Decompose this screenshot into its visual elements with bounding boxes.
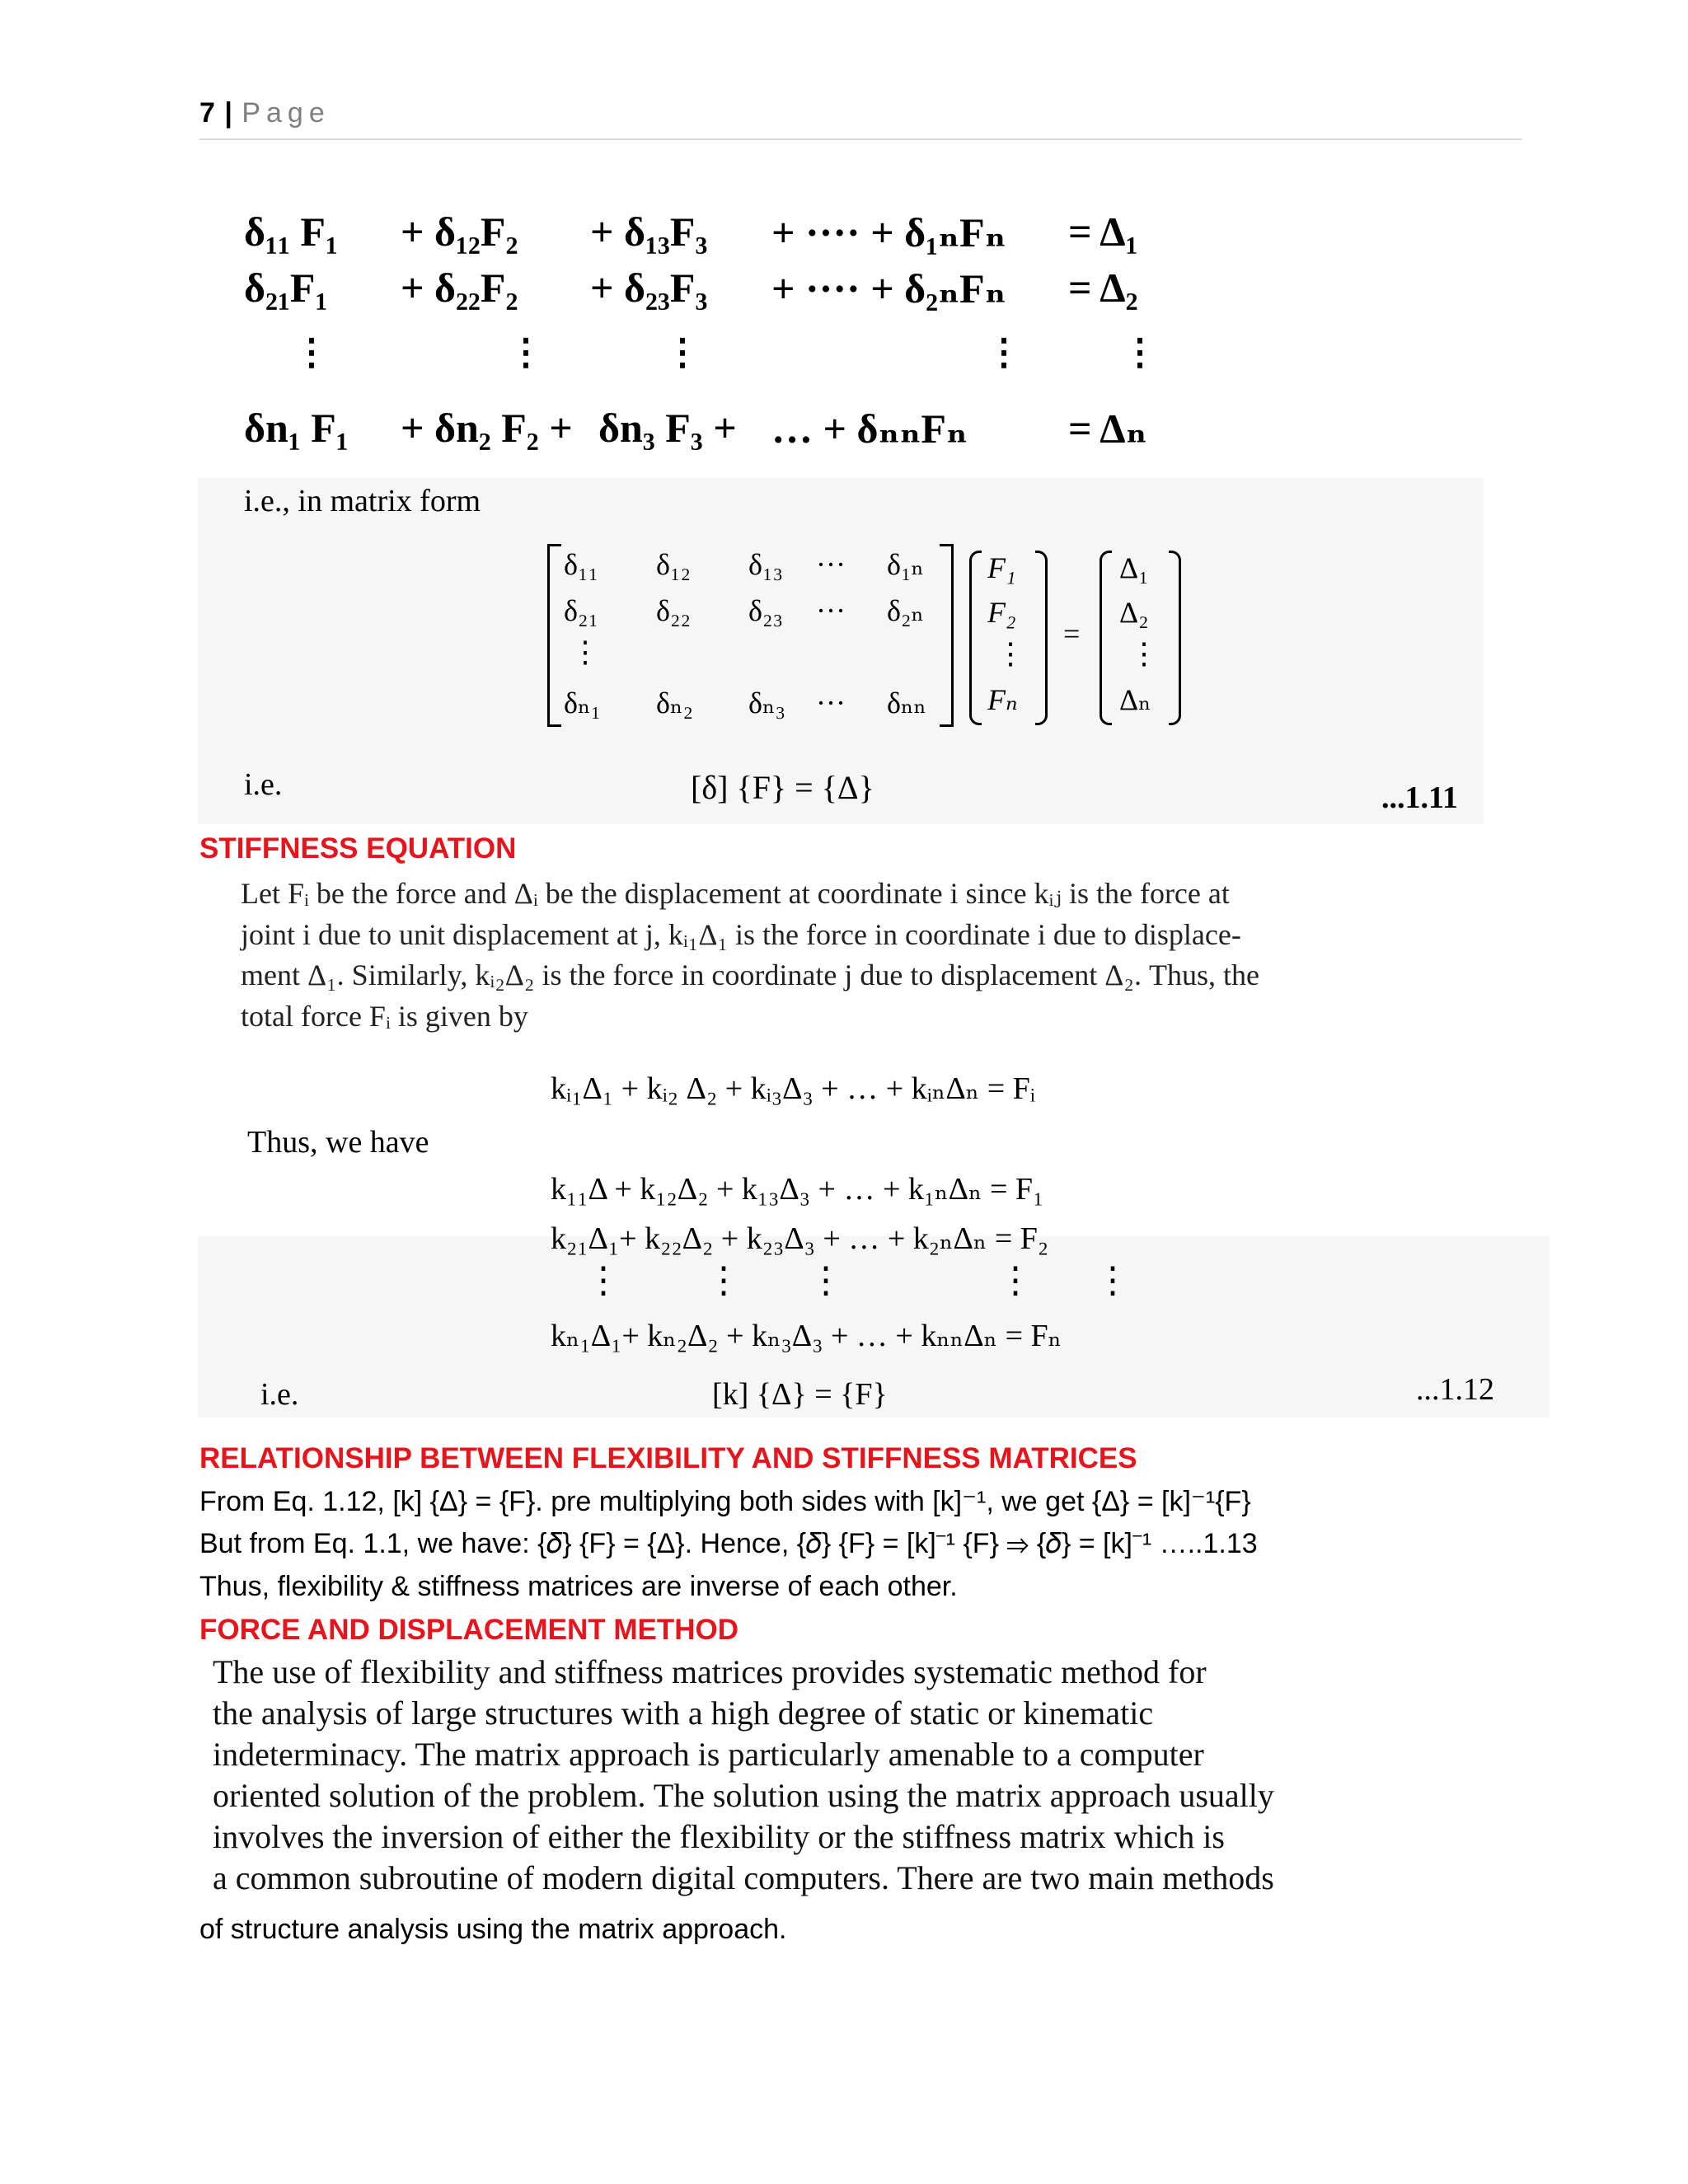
page-header: [199, 97, 331, 129]
eq-term: + δ₂₃F₃: [590, 265, 708, 311]
eq-term: + δn₂ F₂ +: [401, 405, 573, 451]
eq-term: + δ₁₃F₃: [590, 209, 708, 255]
matrix-cell: δ₁₁: [564, 548, 599, 581]
matrix-cell: ···: [816, 687, 846, 719]
vertical-dots: ⋮: [997, 1260, 1034, 1301]
vertical-dots: ⋮: [664, 332, 701, 373]
matrix-cell: ···: [816, 594, 846, 627]
vertical-dots: ⋮: [508, 332, 544, 373]
vector-cell: Δₙ: [1119, 683, 1151, 716]
vector-cell: F₁: [987, 551, 1016, 584]
force-displacement-paragraph: [213, 1652, 1393, 1899]
equation-number: ...1.11: [1381, 780, 1458, 815]
page-number: 7: [199, 97, 216, 129]
stiffness-paragraph: [241, 874, 1526, 1037]
eq-term: + δ₂₂F₂: [401, 265, 518, 311]
left-brace: [1100, 551, 1112, 725]
matrix-cell: δ₁ₙ: [887, 548, 925, 581]
vertical-dots: ⋮: [1122, 332, 1158, 373]
matrix-cell: δ₂₃: [748, 594, 784, 627]
equation-number: ...1.12: [1416, 1372, 1494, 1407]
matrix-form-intro: i.e., in matrix form: [244, 484, 481, 518]
ie-label: i.e.: [260, 1377, 299, 1412]
vector-cell: Fₙ: [987, 683, 1018, 716]
body-line: of structure analysis using the matrix approach.: [199, 1914, 787, 1945]
vertical-dots: ⋮: [1095, 1260, 1131, 1301]
section-heading: RELATIONSHIP BETWEEN FLEXIBILITY AND STIFFNESS MATRICES: [199, 1442, 1137, 1474]
left-brace: [969, 551, 982, 725]
matrix-cell: δₙₙ: [887, 687, 927, 719]
paragraph-line: total force Fᵢ is given by: [241, 999, 528, 1033]
matrix-cell: δₙ₁: [564, 687, 602, 719]
stiffness-compact-equation: [k] {Δ} = {F}: [712, 1377, 888, 1412]
matrix-cell: δ₁₂: [656, 548, 692, 581]
eq-term: δn₁ F₁: [244, 405, 349, 451]
stiffness-row: k₁₁Δ + k₁₂Δ₂ + k₁₃Δ₃ + … + k₁ₙΔₙ = F₁: [551, 1172, 1044, 1207]
section-heading: FORCE AND DISPLACEMENT METHOD: [199, 1614, 738, 1646]
vector-cell: F₂: [987, 596, 1016, 629]
vector-cell: ⋮: [996, 637, 1025, 670]
stiffness-row: k₂₁Δ₁+ k₂₂Δ₂ + k₂₃Δ₃ + … + k₂ₙΔₙ = F₂: [551, 1221, 1049, 1256]
section-heading: STIFFNESS EQUATION: [199, 832, 517, 865]
flexibility-equations: [244, 208, 1184, 471]
vector-cell: ⋮: [1129, 637, 1159, 670]
vertical-dots: ⋮: [585, 1260, 621, 1301]
paragraph-line: joint i due to unit displacement at j, kᵢ₁Δ₁ is the force in coordinate i due to displace-: [241, 917, 1241, 951]
general-stiffness-equation: kᵢ₁Δ₁ + kᵢ₂ Δ₂ + kᵢ₃Δ₃ + … + kᵢₙΔₙ = Fᵢ: [551, 1071, 1035, 1106]
stiffness-row: kₙ₁Δ₁+ kₙ₂Δ₂ + kₙ₃Δ₃ + … + kₙₙΔₙ = Fₙ: [551, 1319, 1062, 1353]
left-bracket: [547, 544, 561, 727]
eq-term: = Δ₂: [1068, 265, 1138, 311]
equals-sign: =: [1063, 617, 1081, 650]
paragraph-line: ment Δ₁. Similarly, kᵢ₂Δ₂ is the force in coordinate j due to displacement Δ₂. Thus, the: [241, 958, 1259, 991]
matrix-cell: ···: [816, 548, 846, 581]
eq-term: δn₃ F₃ +: [598, 405, 737, 451]
paragraph-line: involves the inversion of either the flexibility or the stiffness matrix which is: [213, 1818, 1225, 1855]
vertical-dots: ⋮: [986, 332, 1022, 373]
paragraph-line: oriented solution of the problem. The solution using the matrix approach usually: [213, 1777, 1274, 1814]
ie-label: i.e.: [244, 767, 283, 802]
eq-term: = Δₙ: [1068, 405, 1147, 452]
vector-cell: Δ₂: [1119, 596, 1149, 629]
body-line: From Eq. 1.12, [k] {Δ} = {F}. pre multiplying both sides with [k]⁻¹, we get {Δ} = [k]⁻¹{F}: [199, 1486, 1251, 1517]
page-word: Page: [241, 97, 331, 129]
matrix-cell: δ₂ₙ: [887, 594, 925, 627]
flexibility-compact-equation: [δ] {F} = {Δ}: [691, 769, 874, 806]
eq-term: δ₁₁ F₁: [244, 209, 338, 255]
vector-cell: Δ₁: [1119, 551, 1149, 584]
paragraph-line: the analysis of large structures with a high degree of static or kinematic: [213, 1694, 1154, 1732]
eq-term: … + δₙₙFₙ: [771, 405, 968, 452]
eq-term: + ···· + δ₂ₙFₙ: [771, 265, 1006, 312]
header-rule: [199, 138, 1522, 140]
matrix-cell: δ₁₃: [748, 548, 784, 581]
eq-term: δ₂₁F₁: [244, 265, 328, 311]
matrix-cell: δ₂₁: [564, 594, 599, 627]
matrix-cell: δₙ₃: [748, 687, 786, 719]
paragraph-line: The use of flexibility and stiffness matrices provides systematic method for: [213, 1653, 1207, 1690]
right-brace: [1169, 551, 1181, 725]
eq-term: + ···· + δ₁ₙFₙ: [771, 209, 1006, 255]
right-brace: [1035, 551, 1048, 725]
right-bracket: [940, 544, 954, 727]
vertical-dots: ⋮: [808, 1260, 844, 1301]
vertical-dots: ⋮: [706, 1260, 742, 1301]
eq-term: = Δ₁: [1068, 209, 1138, 255]
body-line: But from Eq. 1.1, we have: {𝛿} {F} = {Δ}. Hence, {𝛿} {F} = [k]⁻¹ {F} ⇒ {𝛿} = [k]⁻¹ …..1.13: [199, 1528, 1258, 1559]
eq-term: + δ₁₂F₂: [401, 209, 518, 255]
body-line: Thus, flexibility & stiffness matrices are inverse of each other.: [199, 1571, 958, 1602]
paragraph-line: indeterminacy. The matrix approach is particularly amenable to a computer: [213, 1736, 1204, 1773]
paragraph-line: a common subroutine of modern digital computers. There are two main methods: [213, 1859, 1274, 1896]
header-separator: |: [224, 97, 233, 129]
matrix-cell: ⋮: [570, 635, 600, 668]
matrix-cell: δₙ₂: [656, 687, 694, 719]
vertical-dots: ⋮: [293, 332, 330, 373]
thus-label: Thus, we have: [247, 1125, 429, 1160]
paragraph-line: Let Fᵢ be the force and Δᵢ be the displacement at coordinate i since kᵢⱼ is the force at: [241, 877, 1230, 910]
matrix-cell: δ₂₂: [656, 594, 692, 627]
